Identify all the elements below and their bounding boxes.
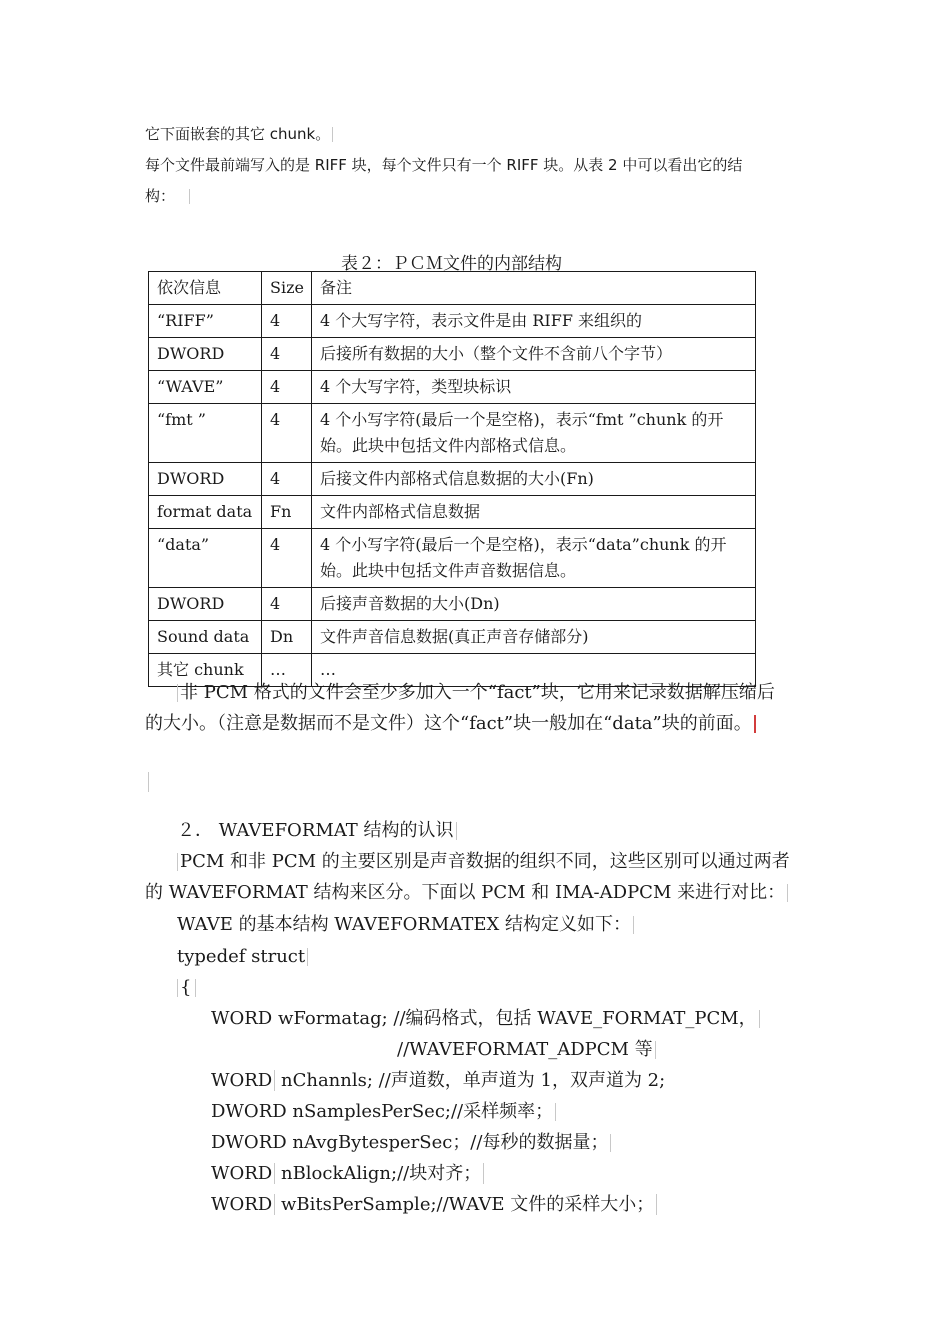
code-type: WORD	[211, 1070, 275, 1091]
table-cell: 4 个小写字符(最后一个是空格)，表示“fmt ”chunk 的开始。此块中包括文件内部格式信息。	[312, 404, 756, 463]
table-cell: “RIFF”	[149, 305, 262, 338]
table-cell: 4	[262, 529, 312, 588]
table-cell: 4 个大写字符，表示文件是由 RIFF 来组织的	[312, 305, 756, 338]
code-typedef: typedef struct	[177, 948, 308, 966]
table-row	[149, 338, 756, 371]
table-cell: Dn	[262, 621, 312, 654]
code-field-bitspersample	[211, 1196, 657, 1214]
table-cell: 4 个小写字符(最后一个是空格)，表示“data”chunk 的开始。此块中包括文件声音数据信息。	[312, 529, 756, 588]
code-type: WORD	[211, 1163, 275, 1184]
code-field-format: WORD wFormatag; //编码格式，包括 WAVE_FORMAT_PCM，	[211, 1010, 760, 1028]
pcm-structure-table	[148, 271, 756, 687]
table-row	[149, 463, 756, 496]
para-line-2: 的大小。（注意是数据而不是文件）这个“fact”块一般加在“data”块的前面。	[145, 715, 756, 733]
code-rest: nChannls; //声道数，单声道为 1，双声道为 2;	[280, 1070, 666, 1091]
code-rest: nBlockAlign;//块对齐；	[281, 1163, 484, 1184]
code-field-blockalign	[211, 1165, 484, 1183]
code-type: WORD	[211, 1194, 275, 1215]
table-cell: 4	[262, 404, 312, 463]
table-row	[149, 305, 756, 338]
section-line-3: WAVE 的基本结构 WAVEFORMATEX 结构定义如下：	[177, 916, 634, 934]
table-header-row	[149, 272, 756, 305]
table-cell: 4	[262, 588, 312, 621]
header-cell: Size	[262, 272, 312, 305]
empty-line-marker	[148, 772, 149, 792]
table-cell: 后接所有数据的大小（整个文件不含前八个字节）	[312, 338, 756, 371]
table-cell: Sound data	[149, 621, 262, 654]
code-field-channels	[211, 1072, 665, 1090]
table-cell: 4	[262, 338, 312, 371]
table-cell: …	[312, 654, 756, 687]
table-cell: “data”	[149, 529, 262, 588]
code-field-format-cont: //WAVEFORMAT_ADPCM 等	[397, 1041, 656, 1059]
intro-line-1: 它下面嵌套的其它 chunk。	[145, 127, 333, 142]
table-row	[149, 496, 756, 529]
table-cell: 后接文件内部格式信息数据的大小(Fn)	[312, 463, 756, 496]
table-row	[149, 404, 756, 463]
section-heading: ２． WAVEFORMAT 结构的认识	[177, 822, 457, 840]
intro-line-2: 每个文件最前端写入的是 RIFF 块，每个文件只有一个 RIFF 块。从表 2 中可以看出它的结	[145, 156, 743, 174]
code-rest: wBitsPerSample;//WAVE 文件的采样大小；	[281, 1194, 657, 1215]
table-cell: 其它 chunk	[149, 654, 262, 687]
table-cell: 4	[262, 305, 312, 338]
section-line-1: PCM 和非 PCM 的主要区别是声音数据的组织不同，这些区别可以通过两者	[177, 853, 790, 871]
table-row	[149, 588, 756, 621]
table-cell: 4	[262, 463, 312, 496]
table-cell: DWORD	[149, 588, 262, 621]
header-cell: 依次信息	[149, 272, 262, 305]
table-cell: 文件声音信息数据(真正声音存储部分)	[312, 621, 756, 654]
table-cell: …	[262, 654, 312, 687]
table-cell: format data	[149, 496, 262, 529]
table-row	[149, 371, 756, 404]
table-cell: Fn	[262, 496, 312, 529]
intro-line-3: 构：	[145, 189, 190, 204]
table-cell: “fmt ”	[149, 404, 262, 463]
table-row	[149, 529, 756, 588]
header-cell: 备注	[312, 272, 756, 305]
para-line-1: 非 PCM 格式的文件会至少多加入一个“fact”块，它用来记录数据解压缩后	[177, 684, 775, 702]
code-field-samples: DWORD nSamplesPerSec;//采样频率；	[211, 1103, 556, 1121]
table-cell: 4 个大写字符，类型块标识	[312, 371, 756, 404]
table-cell: 后接声音数据的大小(Dn)	[312, 588, 756, 621]
table-cell: DWORD	[149, 338, 262, 371]
table-row	[149, 621, 756, 654]
table-cell: “WAVE”	[149, 371, 262, 404]
code-field-avgbytes: DWORD nAvgBytesperSec；//每秒的数据量；	[211, 1134, 611, 1152]
section-line-2: 的 WAVEFORMAT 结构来区分。下面以 PCM 和 IMA-ADPCM 来进行对比：	[145, 884, 788, 902]
table-caption: 表２：ＰＣＭ文件的内部结构	[341, 254, 562, 274]
code-open-brace: {	[177, 979, 196, 997]
table-cell: DWORD	[149, 463, 262, 496]
table-cell: 文件内部格式信息数据	[312, 496, 756, 529]
table-cell: 4	[262, 371, 312, 404]
